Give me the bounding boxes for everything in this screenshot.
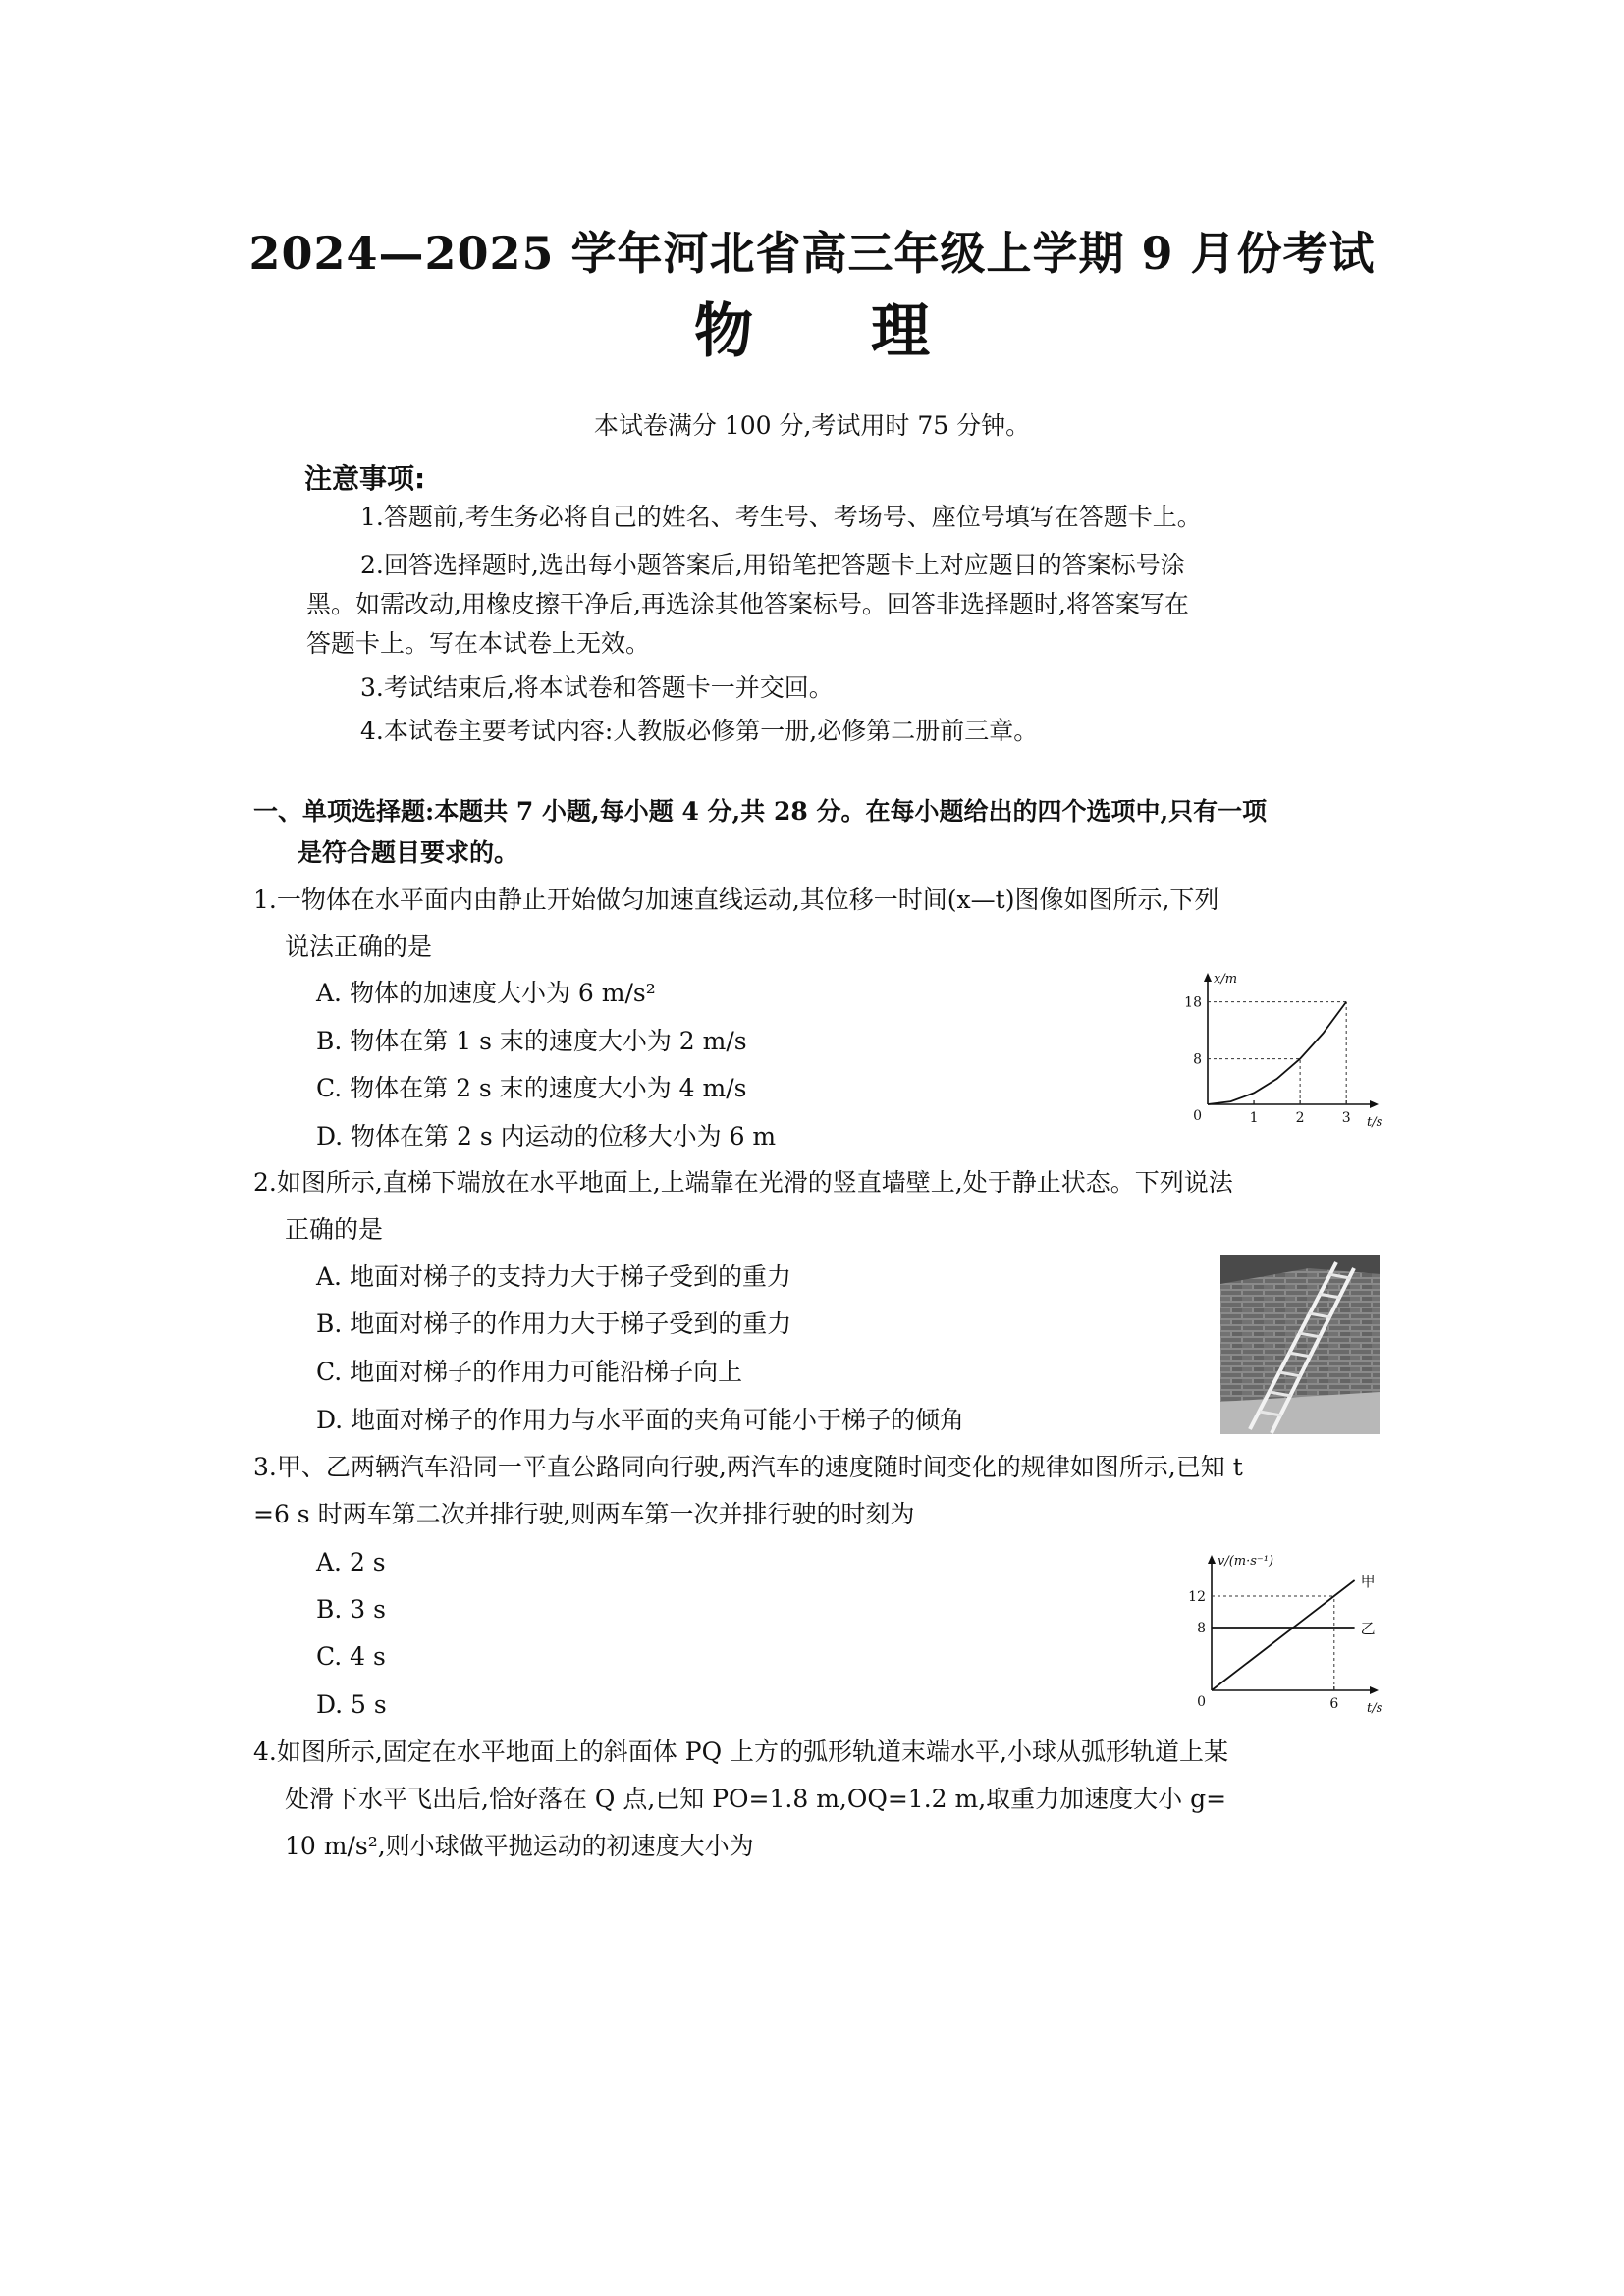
y-axis-arrow [1204, 973, 1212, 982]
y-axis-label: v/(m·s⁻¹) [1218, 1554, 1274, 1569]
figure-vt-graph [1178, 1533, 1394, 1720]
y-axis-label: x/m [1214, 972, 1238, 987]
y-tick-label: 8 [1197, 1621, 1206, 1636]
question-3-option-a: A. 2 s [316, 1548, 386, 1576]
question-2-option-a: A. 地面对梯子的支持力大于梯子受到的重力 [316, 1262, 791, 1291]
y-tick-label: 18 [1184, 994, 1202, 1011]
score-info: 本试卷满分 100 分,考试用时 75 分钟。 [593, 411, 1031, 440]
x-tick-label: 0 [1197, 1694, 1206, 1710]
ladder-photo [1220, 1255, 1380, 1434]
question-2-stem-line-1: 2.如图所示,直梯下端放在水平地面上,上端靠在光滑的竖直墙壁上,处于静止状态。下列说法 [253, 1168, 1233, 1197]
question-2-option-c: C. 地面对梯子的作用力可能沿梯子向上 [316, 1358, 743, 1386]
question-1-stem-line-2: 说法正确的是 [285, 933, 433, 961]
question-4-stem-line-1: 4.如图所示,固定在水平地面上的斜面体 PQ 上方的弧形轨道末端水平,小球从弧形轨道上某 [253, 1737, 1228, 1766]
notice-item-4: 4.本试卷主要考试内容:人教版必修第一册,必修第二册前三章。 [360, 717, 1039, 745]
question-1-option-b: B. 物体在第 1 s 末的速度大小为 2 m/s [316, 1027, 747, 1055]
question-1-stem-line-1: 1.一物体在水平面内由静止开始做匀加速直线运动,其位移一时间(x—t)图像如图所示,下列 [253, 885, 1219, 914]
question-4-stem-line-3: 10 m/s²,则小球做平抛运动的初速度大小为 [285, 1832, 754, 1860]
question-2-stem-line-2: 正确的是 [285, 1215, 384, 1244]
x-tick-label: 3 [1341, 1110, 1351, 1126]
series-line [1208, 1002, 1346, 1104]
x-tick-label: 1 [1249, 1110, 1259, 1126]
x-tick-label: 2 [1295, 1110, 1305, 1126]
question-3-option-b: B. 3 s [316, 1595, 386, 1624]
series-label: 甲 [1360, 1573, 1376, 1590]
figure-xt-graph [1168, 967, 1404, 1134]
notice-item-1: 1.答题前,考生务必将自己的姓名、考生号、考场号、座位号填写在答题卡上。 [360, 503, 1202, 531]
notice-item-2-line-2: 黑。如需改动,用橡皮擦干净后,再选涂其他答案标号。回答非选择题时,将答案写在 [306, 590, 1189, 618]
y-axis-arrow [1208, 1555, 1216, 1564]
x-axis-label: t/s [1367, 1701, 1383, 1716]
notice-item-2-line-3: 答题卡上。写在本试卷上无效。 [306, 629, 651, 658]
notice-heading: 注意事项: [304, 462, 426, 495]
question-1-option-c: C. 物体在第 2 s 末的速度大小为 4 m/s [316, 1074, 747, 1102]
y-tick-label: 8 [1193, 1051, 1202, 1068]
question-3-stem-line-2: =6 s 时两车第二次并排行驶,则两车第一次并排行驶的时刻为 [253, 1500, 915, 1528]
xt-chart-svg [1168, 967, 1404, 1134]
question-1-option-a: A. 物体的加速度大小为 6 m/s² [316, 979, 656, 1007]
section-heading-line-2: 是符合题目要求的。 [298, 838, 519, 867]
x-axis-arrow [1370, 1686, 1379, 1694]
section-heading-line-1: 一、单项选择题:本题共 7 小题,每小题 4 分,共 28 分。在每小题给出的四个选项中,只有一项 [253, 797, 1268, 826]
subject-title: 物理 [694, 297, 1048, 366]
vt-chart-svg [1178, 1533, 1394, 1720]
series-line [1212, 1580, 1355, 1690]
question-2-option-d: D. 地面对梯子的作用力与水平面的夹角可能小于梯子的倾角 [316, 1406, 965, 1434]
y-tick-label: 12 [1188, 1589, 1206, 1605]
question-3-stem-line-1: 3.甲、乙两辆汽车沿同一平直公路同向行驶,两汽车的速度随时间变化的规律如图所示,已知 t [253, 1453, 1243, 1481]
x-axis-label: t/s [1367, 1115, 1383, 1130]
x-axis-arrow [1370, 1100, 1379, 1108]
question-1-option-d: D. 物体在第 2 s 内运动的位移大小为 6 m [316, 1122, 777, 1150]
series-label: 乙 [1360, 1620, 1376, 1637]
question-3-option-c: C. 4 s [316, 1642, 386, 1671]
x-tick-label: 0 [1193, 1108, 1202, 1124]
x-tick-label: 6 [1329, 1696, 1339, 1712]
notice-item-3: 3.考试结束后,将本试卷和答题卡一并交回。 [360, 673, 834, 702]
question-4-stem-line-2: 处滑下水平飞出后,恰好落在 Q 点,已知 PO=1.8 m,OQ=1.2 m,取重力加速度大小 g= [285, 1785, 1227, 1813]
question-3-option-d: D. 5 s [316, 1690, 387, 1719]
notice-item-2-line-1: 2.回答选择题时,选出每小题答案后,用铅笔把答题卡上对应题目的答案标号涂 [360, 551, 1185, 579]
question-2-option-b: B. 地面对梯子的作用力大于梯子受到的重力 [316, 1309, 792, 1338]
exam-title: 2024—2025 学年河北省高三年级上学期 9 月份考试 [248, 227, 1376, 280]
